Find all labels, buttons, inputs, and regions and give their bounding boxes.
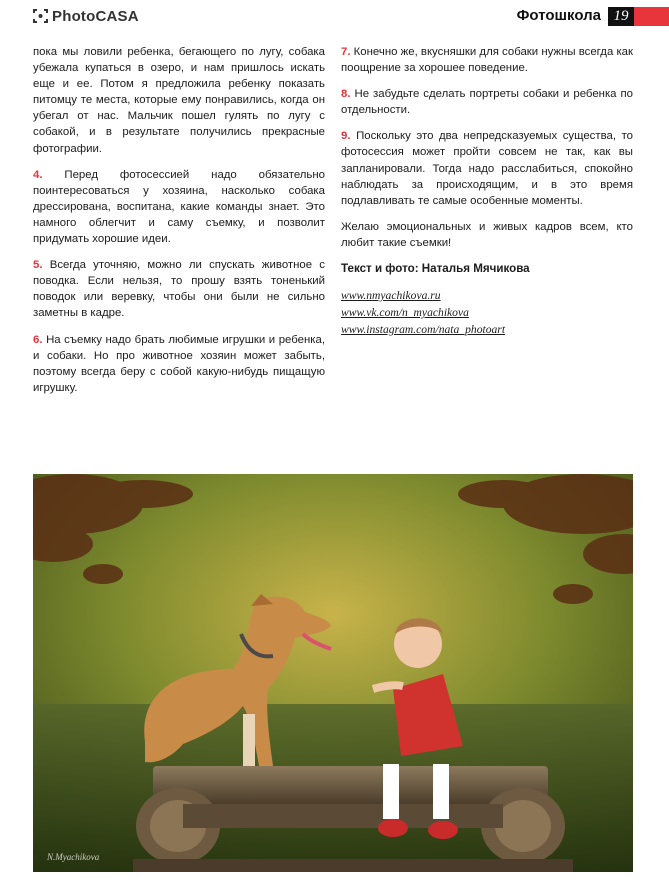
tip-text: Не забудьте сделать портреты собаки и ребенка по отдельности. (341, 88, 633, 117)
photo-signature: N.Myachikova (47, 852, 100, 862)
tip-number: 6. (33, 333, 43, 346)
tip-6 (33, 332, 325, 396)
tip-number: 7. (341, 46, 351, 58)
photo-dog-and-girl (33, 474, 633, 872)
tip-7 (341, 44, 633, 76)
instagram-link[interactable]: www.instagram.com/nata_photoart (341, 323, 506, 337)
left-column (33, 44, 325, 406)
intro-paragraph: пока мы ловили ребенка, бегающего по лугу, собака убежала купаться в озеро, и нам пришлось искать еще и ее. Потом я предложила ребенку показать питомцу те места, которые ему понравились, когда он убегал от нас. Мальчик пошел гулять по лугу с собакой, и в результате получились прекрасные фотографии. (33, 46, 325, 155)
tip-text: Поскольку это два непредсказуемых существа, то фотосессия может пройти совсем не так, как вы запланировали. Тогда надо расслабиться, спокойно наблюдать за происходящим, и в это время подлавливать те самые особенные моменты. (341, 130, 633, 207)
tip-number: 9. (341, 130, 351, 143)
tip-number: 5. (33, 259, 43, 272)
tip-number: 4. (33, 168, 43, 181)
camera-frame-icon (33, 9, 48, 23)
website-link[interactable]: www.nmyachikova.ru (341, 289, 441, 303)
author-credit: Текст и фото: Наталья Мячикова (341, 262, 530, 276)
tip-8 (341, 86, 633, 118)
tip-number: 8. (341, 88, 351, 101)
tip-text: Конечно же, вкусняшки для собаки нужны всегда как поощрение за хорошее поведение. (341, 46, 633, 75)
tip-text: На съемку надо брать любимые игрушки и ребенка, и собаки. Но про животное хозяин может забыть, поэтому всегда беру с собой какую-нибудь пищащую игрушку. (33, 333, 325, 394)
page-accent-bar (634, 7, 669, 26)
page-number: 19 (608, 7, 634, 26)
right-column (341, 44, 633, 338)
page-header (0, 0, 669, 34)
tip-4 (33, 167, 325, 247)
vk-link[interactable]: www.vk.com/n_myachikova (341, 306, 469, 320)
tip-text: Перед фотосессией надо обязательно поинтересоваться у хозяина, насколько собака дрессирована, воспитана, какие команды знает. Это намного облегчит и саму съемку, и позволит придумать хорошие идеи. (33, 168, 325, 246)
tip-text: Всегда уточняю, можно ли спускать животное с поводка. Если нельзя, то прошу взять тоненький поводок или веревку, чтобы они были не сильно заметны в кадре. (33, 259, 325, 320)
closing-paragraph: Желаю эмоциональных и живых кадров всем, кто любит такие съемки! (341, 220, 633, 249)
tip-9 (341, 128, 633, 208)
section-title: Фотошкола (516, 7, 601, 24)
photo-illustration (33, 474, 633, 872)
tip-5 (33, 257, 325, 321)
logo-text: PhotoCASA (52, 7, 139, 25)
logo (33, 6, 139, 26)
